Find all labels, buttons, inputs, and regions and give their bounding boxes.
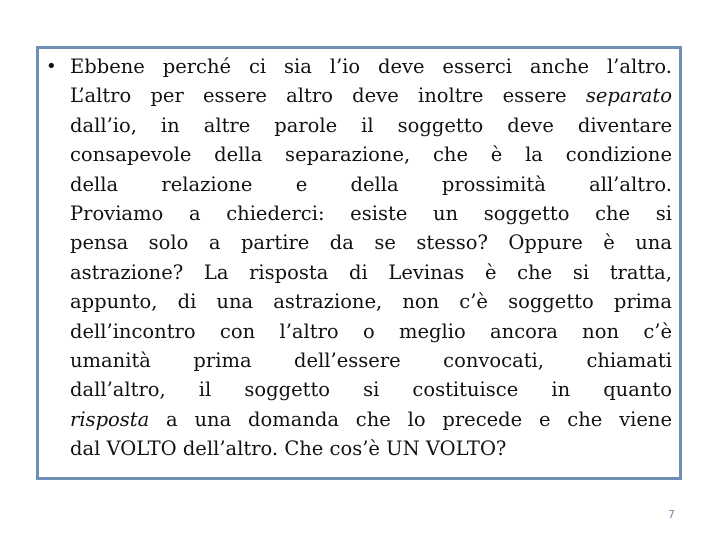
text-line-9: appunto, di una astrazione, non c’è soggetto prima [70,290,672,314]
text-line-4: consapevole della separazione, che è la condizione [70,143,672,167]
italic-separato: separato [585,84,672,108]
text-line-5: della relazione e della prossimità all’altro. [70,172,672,196]
text-line-11: umanità prima dell’essere convocati, chiamati [70,349,672,373]
paragraph-text [70,52,672,464]
text-line-8: astrazione? La risposta di Levinas è che si tratta, [70,260,672,284]
text-line-2 [70,81,672,110]
italic-risposta: risposta [70,407,150,431]
bullet-paragraph [46,52,672,464]
bullet-marker: • [46,56,57,77]
text-line-2-main: L’altro per essere altro deve inoltre essere [70,84,586,108]
text-line-1: Ebbene perché ci sia l’io deve esserci anche l’altro. [70,55,672,78]
text-line-10: dell’incontro con l’altro o meglio ancora non c’è [70,319,672,343]
text-line-14: dal VOLTO dell’altro. Che cos’è UN VOLTO? [70,437,507,461]
text-line-6: Proviamo a chiederci: esiste un soggetto che si [70,202,672,226]
text-line-13-main: a una domanda che lo precede e che viene [149,407,672,431]
text-line-13 [70,405,672,434]
text-line-12: dall’altro, il soggetto si costituisce in quanto [70,378,672,402]
text-line-3: dall’io, in altre parole il soggetto deve diventare [70,113,672,137]
page-number: 7 [668,508,675,521]
text-line-7: pensa solo a partire da se stesso? Oppure è una [70,231,672,255]
